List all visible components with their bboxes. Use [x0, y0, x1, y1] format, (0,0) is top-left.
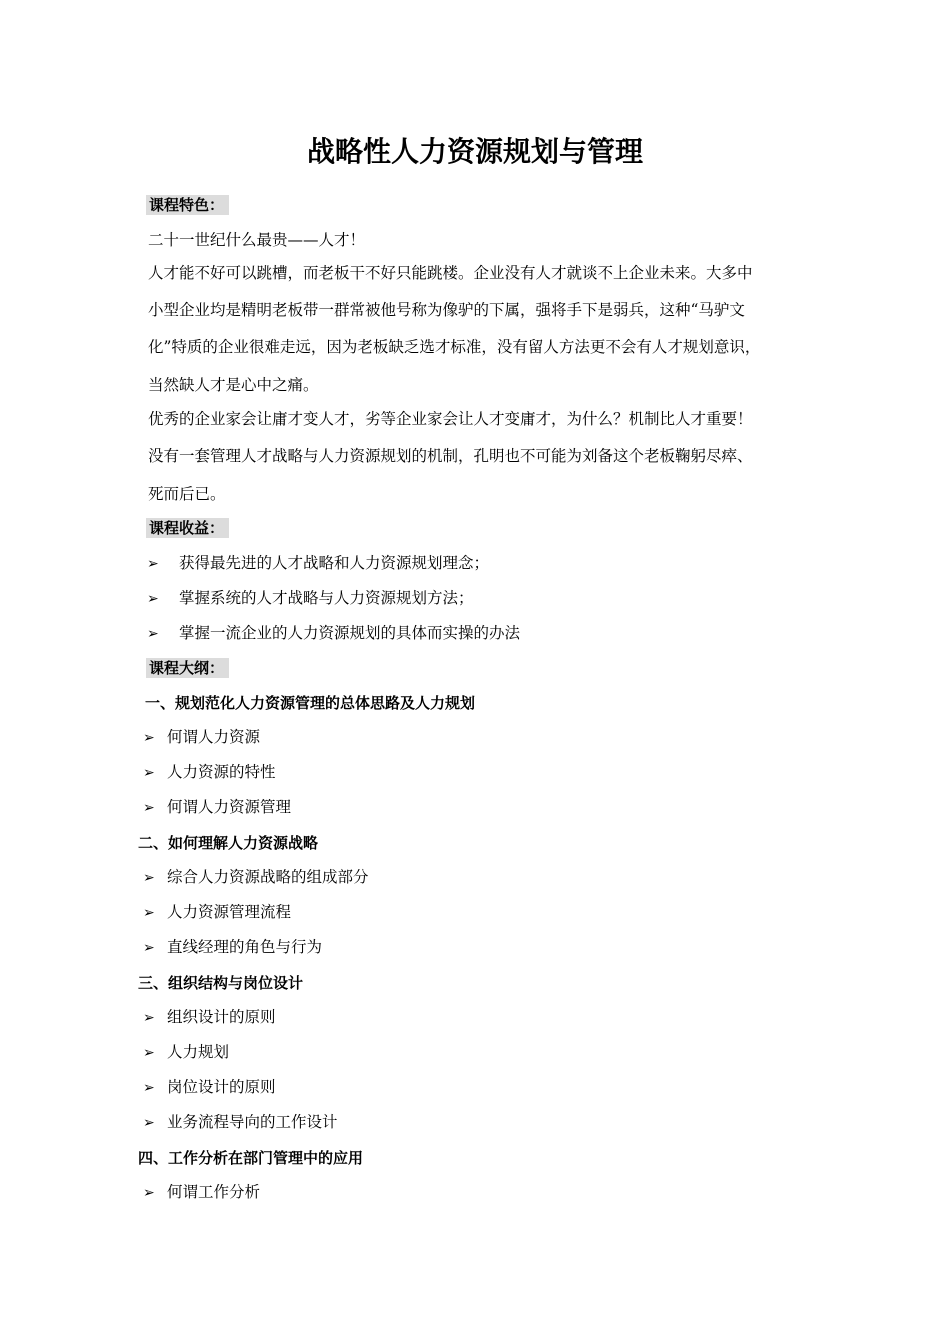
benefits-label: 课程收益： — [146, 518, 229, 538]
outline-item-text: 人力规划 — [167, 1043, 230, 1061]
features-line: 化”特质的企业很难走远，因为老板缺乏选才标准，没有留人方法更不会有人才规划意识， — [148, 338, 761, 356]
outline-item — [143, 727, 260, 748]
features-line: 小型企业均是精明老板带一群常被他号称为像驴的下属，强将手下是弱兵，这种“马驴文 — [148, 301, 745, 319]
outline-item-text: 人力资源管理流程 — [167, 903, 292, 921]
outline-item — [143, 1112, 338, 1133]
outline-section-heading: 三、组织结构与岗位设计 — [138, 974, 304, 992]
benefit-item — [147, 623, 520, 644]
outline-item-text: 何谓人力资源管理 — [167, 798, 292, 816]
outline-item-text: 业务流程导向的工作设计 — [167, 1113, 338, 1131]
outline-section-heading: 二、如何理解人力资源战略 — [138, 834, 319, 852]
arrow-bullet-icon: ➢ — [143, 1010, 155, 1026]
outline-item-text: 人力资源的特性 — [167, 763, 276, 781]
benefit-item — [147, 553, 489, 574]
arrow-bullet-icon: ➢ — [143, 1185, 155, 1201]
outline-item-text: 岗位设计的原则 — [167, 1078, 276, 1096]
outline-section-heading: 四、工作分析在部门管理中的应用 — [138, 1149, 364, 1167]
outline-item — [143, 937, 322, 958]
outline-item — [143, 1042, 229, 1063]
arrow-bullet-icon: ➢ — [143, 1080, 155, 1096]
benefit-text: 获得最先进的人才战略和人力资源规划理念； — [179, 554, 490, 572]
features-line: 优秀的企业家会让庸才变人才，劣等企业家会让人才变庸才，为什么？机制比人才重要！ — [148, 410, 753, 428]
arrow-bullet-icon: ➢ — [143, 765, 155, 781]
document-title: 战略性人力资源规划与管理 — [306, 135, 643, 168]
benefit-text: 掌握一流企业的人力资源规划的具体而实操的办法 — [179, 624, 521, 642]
outline-item-text: 何谓人力资源 — [167, 728, 261, 746]
outline-item-text: 综合人力资源战略的组成部分 — [167, 868, 369, 886]
outline-item — [143, 797, 291, 818]
arrow-bullet-icon: ➢ — [147, 626, 159, 642]
arrow-bullet-icon: ➢ — [143, 730, 155, 746]
arrow-bullet-icon: ➢ — [143, 1115, 155, 1131]
benefit-item — [147, 588, 474, 609]
features-line: 二十一世纪什么最贵——人才！ — [148, 231, 366, 249]
arrow-bullet-icon: ➢ — [143, 800, 155, 816]
outline-item — [143, 1182, 260, 1203]
outline-section-heading: 一、规划范化人力资源管理的总体思路及人力规划 — [145, 694, 476, 712]
features-line: 没有一套管理人才战略与人力资源规划的机制，孔明也不可能为刘备这个老板鞠躬尽瘁、 — [148, 447, 753, 465]
arrow-bullet-icon: ➢ — [147, 591, 159, 607]
outline-item — [143, 1007, 276, 1028]
benefit-text: 掌握系统的人才战略与人力资源规划方法； — [179, 589, 474, 607]
arrow-bullet-icon: ➢ — [143, 940, 155, 956]
outline-item-text: 何谓工作分析 — [167, 1183, 261, 1201]
features-label: 课程特色： — [146, 195, 229, 215]
arrow-bullet-icon: ➢ — [143, 905, 155, 921]
outline-item — [143, 1077, 276, 1098]
outline-item — [143, 762, 276, 783]
arrow-bullet-icon: ➢ — [147, 556, 159, 572]
outline-item — [143, 902, 291, 923]
outline-item — [143, 867, 369, 888]
outline-label: 课程大纲： — [146, 658, 229, 678]
features-line: 死而后已。 — [148, 485, 226, 503]
features-line: 人才能不好可以跳槽，而老板干不好只能跳楼。企业没有人才就谈不上企业未来。大多中 — [148, 264, 753, 282]
arrow-bullet-icon: ➢ — [143, 870, 155, 886]
outline-item-text: 直线经理的角色与行为 — [167, 938, 323, 956]
arrow-bullet-icon: ➢ — [143, 1045, 155, 1061]
outline-item-text: 组织设计的原则 — [167, 1008, 276, 1026]
features-line: 当然缺人才是心中之痛。 — [148, 376, 319, 394]
